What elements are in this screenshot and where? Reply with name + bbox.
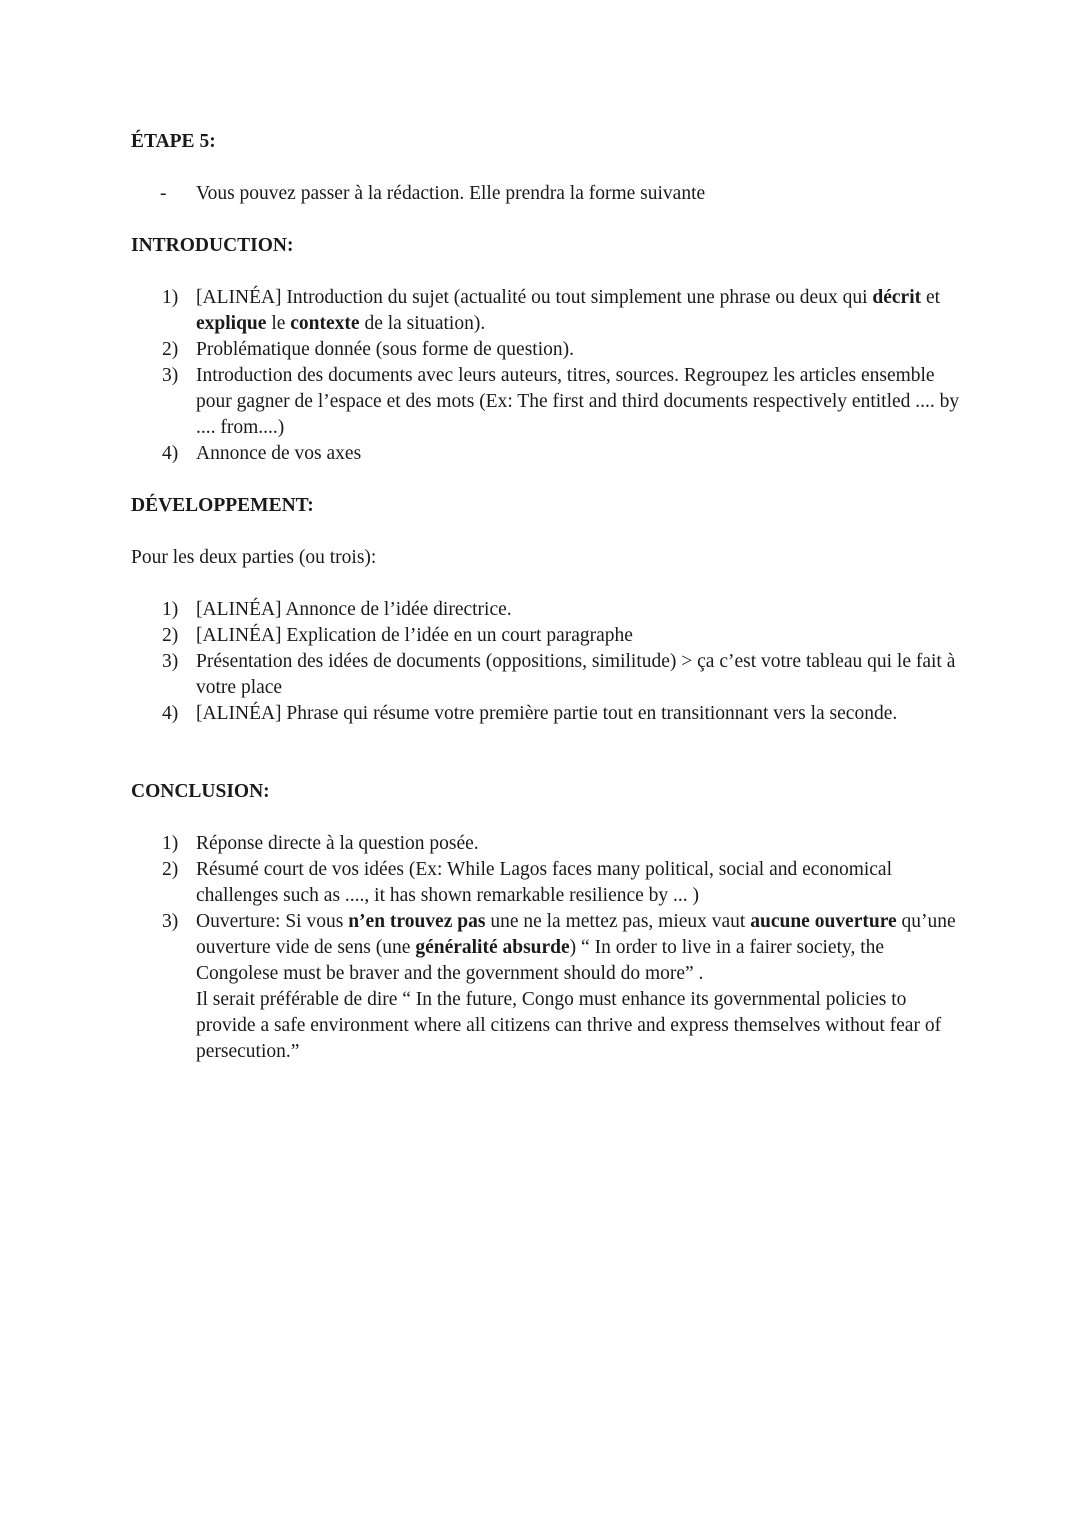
list-item: [162, 441, 962, 467]
item-text: Problématique donnée (sous forme de question).: [196, 339, 574, 360]
item-text: qu’une ouverture vide de sens (une: [196, 911, 956, 958]
developpement-intro: Pour les deux parties (ou trois):: [131, 547, 377, 568]
item-text: [ALINÉA] Phrase qui résume votre première partie tout en transitionnant vers la seconde.: [196, 703, 898, 724]
list-item: [162, 597, 962, 623]
bullet-text: Vous pouvez passer à la rédaction. Elle prendra la forme suivante: [196, 183, 706, 204]
bold-text: explique: [196, 313, 267, 334]
item-text: ) “ In order to live in a fairer society, the Congolese must be braver and the government should do more” .: [196, 937, 885, 984]
item-number: 1): [162, 599, 179, 620]
list-item: [162, 363, 962, 441]
list-item: [162, 831, 962, 857]
list-item: [162, 909, 962, 1065]
item-text: une ne la mettez pas, mieux vaut: [485, 911, 751, 932]
list-item: [162, 337, 962, 363]
bold-text: décrit: [872, 287, 922, 308]
item-number: 1): [162, 287, 179, 308]
bold-text: aucune ouverture: [750, 911, 897, 932]
item-text: [ALINÉA] Explication de l’idée en un court paragraphe: [196, 625, 633, 646]
developpement-list: [162, 597, 962, 727]
etape-heading: ÉTAPE 5:: [131, 131, 216, 152]
item-number: 3): [162, 651, 179, 672]
item-number: 1): [162, 833, 179, 854]
conclusion-heading: CONCLUSION:: [131, 781, 270, 802]
item-number: 3): [162, 911, 179, 932]
bullet-dash: -: [160, 183, 167, 204]
preferred-example: Il serait préférable de dire “ In the future, Congo must enhance its governmental policies to provide a safe environment where all citizens can thrive and express themselves without fear of persecution.”: [196, 989, 942, 1062]
list-item: [162, 649, 962, 701]
introduction-list: [162, 285, 962, 467]
item-text: et: [921, 287, 941, 308]
list-item: [162, 623, 962, 649]
item-text: le: [266, 313, 291, 334]
item-text: Résumé court de vos idées (Ex: While Lagos faces many political, social and economical challenges such as ...., it has shown remarkable resilience by ... ): [196, 859, 893, 906]
item-text: Annonce de vos axes: [196, 443, 362, 464]
introduction-heading: INTRODUCTION:: [131, 235, 294, 256]
item-number: 2): [162, 859, 179, 880]
list-item: [162, 701, 962, 727]
bold-text: contexte: [290, 313, 360, 334]
developpement-heading: DÉVELOPPEMENT:: [131, 495, 314, 516]
item-text: [ALINÉA] Annonce de l’idée directrice.: [196, 599, 512, 620]
conclusion-list: [162, 831, 962, 1065]
item-number: 4): [162, 443, 179, 464]
bold-text: n’en trouvez pas: [348, 911, 486, 932]
item-text: Introduction des documents avec leurs auteurs, titres, sources. Regroupez les articles ensemble pour gagner de l’espace et des mots (Ex: The first and third documents respectively entitled .... by .... from....): [196, 365, 960, 438]
list-item: [162, 857, 962, 909]
item-number: 3): [162, 365, 179, 386]
item-text: Présentation des idées de documents (oppositions, similitude) > ça c’est votre tableau qui le fait à votre place: [196, 651, 956, 698]
item-text: de la situation).: [359, 313, 486, 334]
item-number: 2): [162, 625, 179, 646]
item-text: Réponse directe à la question posée.: [196, 833, 479, 854]
list-item: [162, 285, 962, 337]
item-number: 4): [162, 703, 179, 724]
item-text: [ALINÉA] Introduction du sujet (actualité ou tout simplement une phrase ou deux qui: [196, 287, 873, 308]
item-text: Ouverture: Si vous: [196, 911, 349, 932]
bold-text: généralité absurde: [415, 937, 570, 958]
item-number: 2): [162, 339, 179, 360]
